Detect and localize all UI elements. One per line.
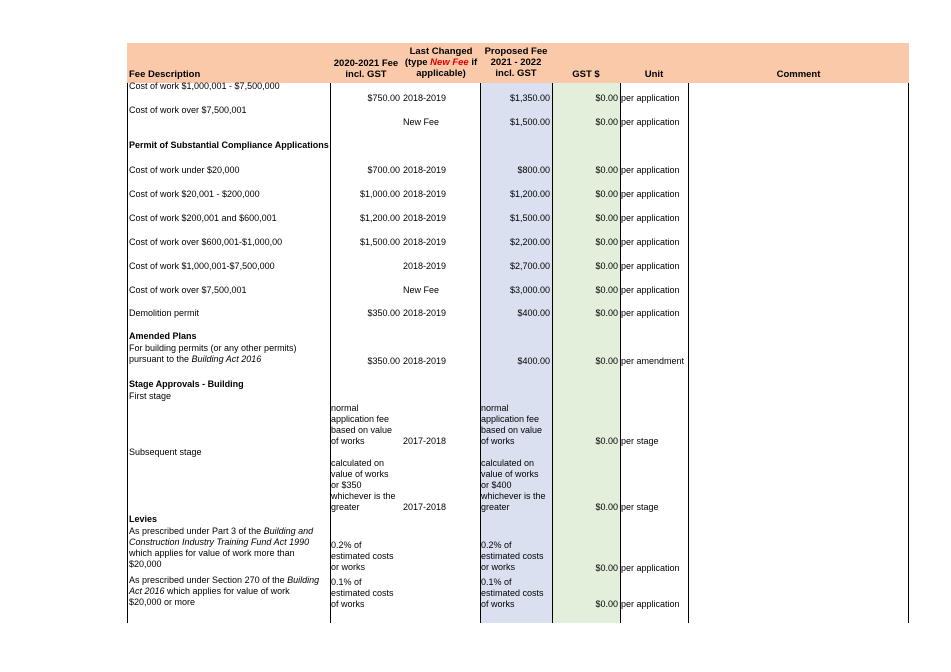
section-heading: Amended Plans bbox=[129, 331, 197, 341]
unit: per application bbox=[621, 285, 680, 295]
unit: per stage bbox=[621, 436, 659, 446]
header-unit: Unit bbox=[644, 69, 664, 80]
proposed-fee: $1,500.00 bbox=[509, 117, 550, 127]
proposed-fee: $2,700.00 bbox=[509, 261, 550, 271]
proposed-fee: $400.00 bbox=[517, 356, 550, 366]
fee-2020: 0.1% of estimated costs of works bbox=[331, 577, 394, 609]
unit: per stage bbox=[621, 502, 659, 512]
gst-value: $0.00 bbox=[595, 502, 618, 512]
fee-description: As prescribed under Part 3 of the Building and Construction Industry Training Fund Act 1990 which applies for value of work more than $20,000 bbox=[129, 526, 314, 569]
col-divider bbox=[127, 83, 128, 623]
fee-description: For building permits (or any other permits) bbox=[129, 343, 297, 353]
proposed-fee: 0.1% of estimated costs of works bbox=[481, 577, 544, 609]
last-changed: 2018-2019 bbox=[403, 356, 447, 366]
last-changed: New Fee bbox=[403, 117, 440, 127]
fee-2020: $700.00 bbox=[367, 165, 400, 175]
col-divider bbox=[552, 83, 553, 623]
fee-description: Cost of work under $20,000 bbox=[129, 165, 240, 175]
proposed-fee: $1,200.00 bbox=[509, 189, 550, 199]
last-changed: 2018-2019 bbox=[403, 93, 447, 103]
unit: per application bbox=[621, 165, 680, 175]
gst-value: $0.00 bbox=[595, 93, 618, 103]
proposed-fee: $400.00 bbox=[517, 308, 550, 318]
last-changed: 2017-2018 bbox=[403, 436, 447, 446]
fee-description: Cost of work over $600,001-$1,000,00 bbox=[129, 237, 283, 247]
gst-column-bg bbox=[552, 83, 620, 623]
gst-value: $0.00 bbox=[595, 436, 618, 446]
fee-description: Subsequent stage bbox=[129, 447, 202, 457]
unit: per application bbox=[621, 563, 680, 573]
gst-value: $0.00 bbox=[595, 213, 618, 223]
header-fee-2020: 2020-2021 Fee incl. GST bbox=[333, 58, 399, 80]
proposed-fee: $3,000.00 bbox=[509, 285, 550, 295]
unit: per application bbox=[621, 117, 680, 127]
header-comment: Comment bbox=[776, 69, 821, 80]
proposed-fee: $800.00 bbox=[517, 165, 550, 175]
last-changed: 2018-2019 bbox=[403, 189, 447, 199]
last-changed: 2018-2019 bbox=[403, 165, 447, 175]
section-heading: Stage Approvals - Building bbox=[129, 379, 244, 389]
last-changed: New Fee bbox=[403, 285, 440, 295]
gst-value: $0.00 bbox=[595, 165, 618, 175]
header-fee-description: Fee Description bbox=[129, 69, 201, 80]
unit: per application bbox=[621, 308, 680, 318]
fee-description: Cost of work $1,000,001 - $7,500,000 bbox=[129, 81, 280, 91]
proposed-fee: $2,200.00 bbox=[509, 237, 550, 247]
unit: per application bbox=[621, 93, 680, 103]
fee-2020: $1,500.00 bbox=[359, 237, 400, 247]
last-changed: 2018-2019 bbox=[403, 308, 447, 318]
fee-2020: $350.00 bbox=[367, 356, 400, 366]
gst-value: $0.00 bbox=[595, 117, 618, 127]
fee-description: Demolition permit bbox=[129, 308, 200, 318]
col-divider bbox=[620, 83, 621, 623]
fee-2020: calculated on value of works or $350 whichever is the greater bbox=[331, 458, 396, 512]
section-heading: Permit of Substantial Compliance Applications bbox=[129, 140, 329, 150]
fee-2020: $350.00 bbox=[367, 308, 400, 318]
gst-value: $0.00 bbox=[595, 189, 618, 199]
unit: per amendment bbox=[621, 356, 685, 366]
fee-2020: normal application fee based on value of works bbox=[331, 403, 393, 446]
header-proposed: Proposed Fee 2021 - 2022 incl. GST bbox=[484, 46, 548, 79]
gst-value: $0.00 bbox=[595, 563, 618, 573]
proposed-fee: calculated on value of works or $400 whichever is the greater bbox=[481, 458, 546, 512]
fee-2020: $1,000.00 bbox=[359, 189, 400, 199]
unit: per application bbox=[621, 599, 680, 609]
fee-description: Cost of work over $7,500,001 bbox=[129, 105, 247, 115]
gst-value: $0.00 bbox=[595, 308, 618, 318]
proposed-fee: 0.2% of estimated costs or works bbox=[481, 540, 544, 572]
fee-2020: $1,200.00 bbox=[359, 213, 400, 223]
fee-description: Cost of work $200,001 and $600,001 bbox=[129, 213, 277, 223]
last-changed: 2018-2019 bbox=[403, 213, 447, 223]
col-divider bbox=[908, 83, 909, 623]
header-last-changed: Last Changed (type New Fee if applicable) bbox=[404, 46, 478, 79]
gst-value: $0.00 bbox=[595, 237, 618, 247]
fee-description: Cost of work $1,000,001-$7,500,000 bbox=[129, 261, 275, 271]
unit: per application bbox=[621, 213, 680, 223]
col-divider bbox=[688, 83, 689, 623]
header-gst: GST $ bbox=[572, 69, 600, 80]
fee-description: Cost of work $20,001 - $200,000 bbox=[129, 189, 260, 199]
last-changed: 2017-2018 bbox=[403, 502, 447, 512]
proposed-fee: $1,350.00 bbox=[509, 93, 550, 103]
section-heading: Levies bbox=[129, 514, 158, 524]
fee-description: First stage bbox=[129, 391, 172, 401]
fee-description: As prescribed under Section 270 of the Building Act 2016 which applies for value of work $20,000 or more bbox=[129, 575, 320, 607]
fee-table bbox=[127, 43, 909, 623]
unit: per application bbox=[621, 237, 680, 247]
gst-value: $0.00 bbox=[595, 356, 618, 366]
gst-value: $0.00 bbox=[595, 261, 618, 271]
fee-description: Cost of work over $7,500,001 bbox=[129, 285, 247, 295]
unit: per application bbox=[621, 261, 680, 271]
last-changed: 2018-2019 bbox=[403, 237, 447, 247]
proposed-fee: normal application fee based on value of works bbox=[481, 403, 543, 446]
proposed-fee: $1,500.00 bbox=[509, 213, 550, 223]
unit: per application bbox=[621, 189, 680, 199]
fee-description: pursuant to the Building Act 2016 bbox=[129, 354, 262, 364]
gst-value: $0.00 bbox=[595, 599, 618, 609]
last-changed: 2018-2019 bbox=[403, 261, 447, 271]
fee-2020: 0.2% of estimated costs or works bbox=[331, 540, 394, 572]
fee-2020: $750.00 bbox=[367, 93, 400, 103]
gst-value: $0.00 bbox=[595, 285, 618, 295]
